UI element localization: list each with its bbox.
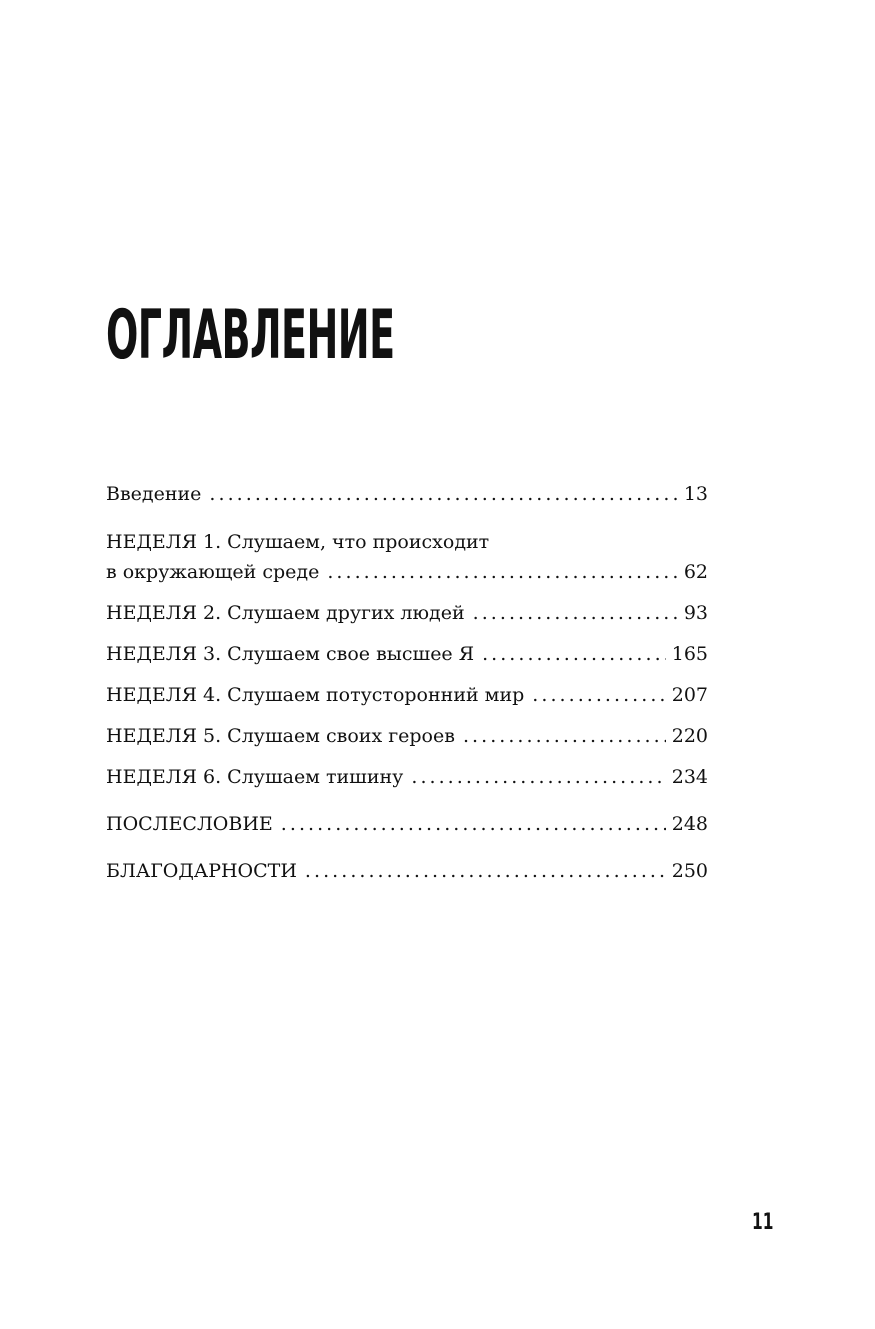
toc-entry-page: 93: [683, 602, 708, 624]
toc-entry-week-4[interactable]: [106, 682, 708, 708]
dot-leader: [281, 811, 666, 837]
toc-entry-page: 207: [671, 684, 708, 706]
toc-entry-title: НЕДЕЛЯ 6. Слушаем тишину: [106, 766, 404, 788]
dot-leader: [327, 559, 677, 585]
toc-entry-page: 165: [671, 643, 708, 665]
dot-leader: [482, 641, 666, 667]
dot-leader: [463, 723, 666, 749]
toc-entry-page: 62: [683, 561, 708, 583]
dot-leader: [209, 481, 677, 507]
dot-leader: [473, 600, 678, 626]
toc-entry-title: БЛАГОДАРНОСТИ: [106, 860, 297, 882]
toc-entry-title: НЕДЕЛЯ 3. Слушаем свое высшее Я: [106, 643, 475, 665]
page-number: 11: [752, 1210, 774, 1235]
page-title: ОГЛАВЛЕНИЕ: [106, 296, 395, 375]
toc-entry-title: НЕДЕЛЯ 5. Слушаем своих героев: [106, 725, 455, 747]
toc-entry-week-5[interactable]: [106, 723, 708, 749]
toc-entry-page: 248: [671, 813, 708, 835]
toc-entry-week-6[interactable]: [106, 764, 708, 790]
toc-entry-week-3[interactable]: [106, 641, 708, 667]
dot-leader: [411, 764, 665, 790]
toc-entry-acknowledgements[interactable]: [106, 858, 708, 884]
dot-leader: [532, 682, 665, 708]
toc-entry-page: 220: [671, 725, 708, 747]
toc-entry-title: ПОСЛЕСЛОВИЕ: [106, 813, 273, 835]
toc-entry-week-2[interactable]: [106, 600, 708, 626]
toc-entry-page: 250: [671, 860, 708, 882]
toc-entry-title: НЕДЕЛЯ 4. Слушаем потусторонний мир: [106, 684, 525, 706]
toc-entry-week-1[interactable]: [106, 559, 708, 585]
toc-entry-afterword[interactable]: [106, 811, 708, 837]
toc-entry-week-1-title-first-line[interactable]: НЕДЕЛЯ 1. Слушаем, что происходит: [106, 531, 490, 553]
toc-entry-introduction[interactable]: [106, 481, 708, 507]
toc-entry-title: Введение: [106, 483, 202, 505]
dot-leader: [305, 858, 666, 884]
toc-entry-page: 234: [671, 766, 708, 788]
toc-entry-page: 13: [683, 483, 708, 505]
toc-entry-title: НЕДЕЛЯ 2. Слушаем других людей: [106, 602, 465, 624]
toc-entry-title: в окружающей среде: [106, 561, 320, 583]
